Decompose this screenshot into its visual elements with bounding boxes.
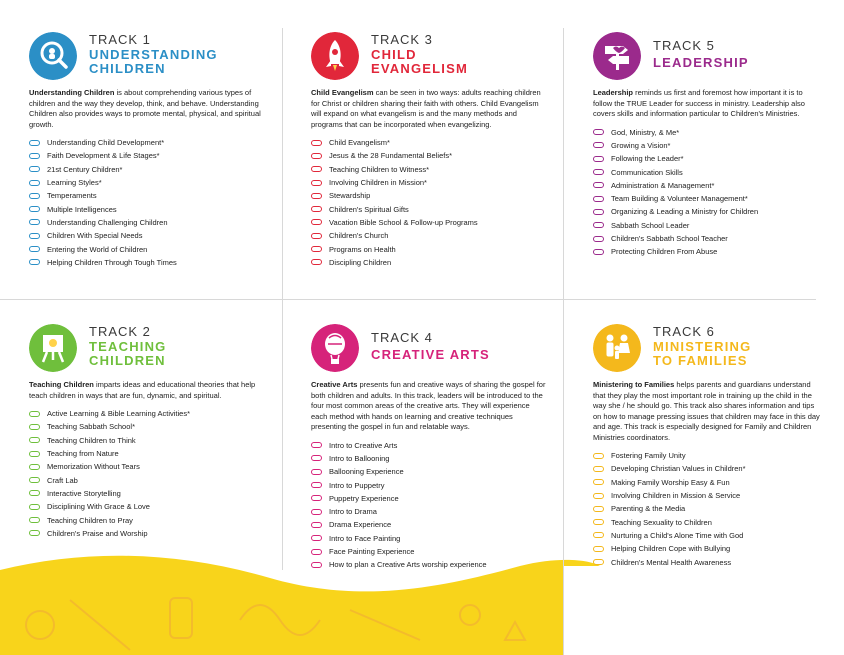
session-item (311, 202, 547, 215)
session-label: Teaching Sexuality to Children (611, 517, 712, 527)
session-label: Learning Styles* (47, 178, 102, 188)
session-label: Developing Christian Values in Children* (611, 464, 746, 474)
session-item (593, 219, 823, 232)
family-icon (593, 324, 641, 372)
session-list (311, 136, 547, 269)
session-item (311, 558, 547, 571)
session-item (29, 242, 269, 255)
signpost-icon (593, 32, 641, 80)
session-label: Children's Praise and Worship (47, 528, 148, 538)
checkbox[interactable] (29, 451, 40, 457)
track-name (89, 48, 218, 76)
description-text: can be seen in two ways: adults reaching children for Christ or children sharing their faith with others. Child Evangelism will expand on what evangelism is and the many methods and programs that can be incorporated when evangelizing. (311, 88, 541, 129)
session-item (311, 149, 547, 162)
description-text: imparts ideas and educational theories that help teach children in ways that are fun, dynamic, and spiritual. (29, 380, 256, 400)
session-item (593, 245, 823, 258)
session-label: Nurturing a Child's Alone Time with God (611, 530, 744, 540)
track-name (89, 340, 167, 368)
session-item (311, 452, 547, 465)
session-item (593, 179, 823, 192)
session-item (29, 136, 269, 149)
session-item (311, 136, 547, 149)
track-name (653, 340, 751, 368)
session-item (311, 478, 547, 491)
checkbox[interactable] (593, 466, 604, 472)
session-label: Interactive Storytelling (47, 488, 121, 498)
track-number: TRACK 6 (653, 324, 715, 339)
session-label: Teaching Sabbath School* (47, 422, 135, 432)
session-label: Memorization Without Tears (47, 462, 140, 472)
session-label: Child Evangelism* (329, 138, 390, 148)
description-bold: Child Evangelism (311, 88, 374, 97)
track-name-line2: CHILDREN (89, 61, 166, 76)
description-bold: Creative Arts (311, 380, 358, 389)
session-label: Intro to Creative Arts (329, 440, 398, 450)
checkbox[interactable] (593, 249, 604, 255)
track-number: TRACK 1 (89, 32, 151, 47)
track-name-line1: CHILD (371, 47, 417, 62)
checkbox[interactable] (29, 411, 40, 417)
rocket-icon (311, 32, 359, 80)
track-description (593, 88, 823, 120)
session-item (29, 500, 269, 513)
session-label: Programs on Health (329, 244, 396, 254)
checkbox[interactable] (29, 424, 40, 430)
checkbox[interactable] (593, 209, 604, 215)
session-label: Parenting & the Media (611, 504, 686, 514)
checkbox[interactable] (311, 549, 322, 555)
track-description (29, 380, 269, 401)
track-5 (593, 32, 823, 258)
track-3 (311, 32, 547, 269)
magnifier-child-icon (29, 32, 77, 80)
session-item (593, 476, 823, 489)
checkbox[interactable] (29, 206, 40, 212)
session-label: Face Painting Experience (329, 547, 415, 557)
checkbox[interactable] (29, 259, 40, 265)
description-bold: Ministering to Families (593, 380, 675, 389)
session-label: Drama Experience (329, 520, 392, 530)
checkbox[interactable] (29, 153, 40, 159)
description-text: presents fun and creative ways of sharing the gospel for both children and adults. In this track, leaders will be introduced to the four most common areas of the creative arts. They will experience each method with hands on learning and creative techniques presenting the gospel in fun and relatable ways. (311, 380, 546, 431)
checkbox[interactable] (593, 453, 604, 459)
checkbox[interactable] (593, 479, 604, 485)
session-item (29, 527, 269, 540)
description-bold: Understanding Children (29, 88, 115, 97)
checkbox[interactable] (29, 437, 40, 443)
session-item (593, 165, 823, 178)
checkbox[interactable] (29, 166, 40, 172)
session-list (593, 126, 823, 259)
checkbox[interactable] (311, 153, 322, 159)
session-item (593, 542, 823, 555)
session-label: Understanding Challenging Children (47, 217, 168, 227)
track-4 (311, 324, 547, 571)
checkbox[interactable] (29, 464, 40, 470)
session-item (311, 216, 547, 229)
checkbox[interactable] (311, 522, 322, 528)
checkbox[interactable] (593, 182, 604, 188)
session-item (29, 447, 269, 460)
session-item (29, 229, 269, 242)
checkbox[interactable] (311, 246, 322, 252)
column-divider-2 (563, 28, 564, 300)
checkbox[interactable] (593, 156, 604, 162)
checkbox[interactable] (311, 562, 322, 568)
session-list (311, 439, 547, 572)
checkbox[interactable] (593, 169, 604, 175)
checkbox[interactable] (311, 535, 322, 541)
session-item (29, 460, 269, 473)
checkbox[interactable] (593, 493, 604, 499)
track-1 (29, 32, 269, 269)
checkbox[interactable] (311, 140, 322, 146)
track-name-line2: CHILDREN (89, 353, 166, 368)
track-description (593, 380, 823, 443)
checkbox[interactable] (29, 477, 40, 483)
session-item (311, 532, 547, 545)
track-name-line1: LEADERSHIP (653, 55, 749, 70)
session-label: Temperaments (47, 191, 97, 201)
track-name-line1: MINISTERING (653, 339, 752, 354)
session-label: Children's Mental Health Awareness (611, 557, 732, 567)
checkbox[interactable] (29, 140, 40, 146)
session-item (311, 492, 547, 505)
checkbox[interactable] (29, 504, 40, 510)
session-item (593, 232, 823, 245)
track-number: TRACK 5 (653, 38, 715, 53)
column-divider-4 (563, 300, 564, 655)
session-list (29, 407, 269, 540)
session-item (593, 126, 823, 139)
session-item (311, 163, 547, 176)
session-item (311, 465, 547, 478)
checkbox[interactable] (593, 236, 604, 242)
track-number: TRACK 4 (371, 330, 433, 345)
checkbox[interactable] (593, 532, 604, 538)
session-label: Teaching Children to Pray (47, 515, 133, 525)
column-divider-1 (282, 28, 283, 300)
checkbox[interactable] (29, 490, 40, 496)
row-divider (0, 299, 816, 300)
session-item (593, 555, 823, 568)
session-label: Intro to Ballooning (329, 453, 390, 463)
track-name-line1: TEACHING (89, 339, 167, 354)
checkbox[interactable] (311, 233, 322, 239)
session-item (311, 189, 547, 202)
description-text: is about comprehending various types of children and the way they develop, think, and behave. Understanding Children also provides ways to promote mental, physical, and spiritual growth. (29, 88, 261, 129)
session-item (311, 545, 547, 558)
session-label: Discipling Children (329, 257, 392, 267)
track-name-line2: TO FAMILIES (653, 353, 748, 368)
checkbox[interactable] (593, 222, 604, 228)
session-label: Children's Church (329, 231, 389, 241)
checkbox[interactable] (593, 546, 604, 552)
session-item (311, 229, 547, 242)
session-item (311, 505, 547, 518)
description-bold: Teaching Children (29, 380, 94, 389)
session-label: Communication Skills (611, 167, 683, 177)
session-item (593, 489, 823, 502)
session-label: Intro to Drama (329, 507, 377, 517)
session-label: Children's Spiritual Gifts (329, 204, 409, 214)
checkbox[interactable] (593, 519, 604, 525)
checkbox[interactable] (593, 142, 604, 148)
track-description (311, 88, 547, 130)
checkbox[interactable] (29, 180, 40, 186)
session-label: Team Building & Volunteer Management* (611, 194, 748, 204)
track-description (29, 88, 269, 130)
session-label: God, Ministry, & Me* (611, 127, 680, 137)
session-item (311, 256, 547, 269)
checkbox[interactable] (29, 517, 40, 523)
track-name-line1: CREATIVE ARTS (371, 347, 490, 362)
session-item (29, 176, 269, 189)
session-item (593, 502, 823, 515)
checkbox[interactable] (29, 530, 40, 536)
session-list (593, 449, 823, 569)
track-name-line1: UNDERSTANDING (89, 47, 218, 62)
track-6 (593, 324, 823, 569)
session-label: Puppetry Experience (329, 493, 399, 503)
session-item (593, 462, 823, 475)
session-label: Active Learning & Bible Learning Activities* (47, 409, 190, 419)
description-text: reminds us first and foremost how important it is to follow the TRUE Leader for success in ministry. Leadership also covers skills and information particular to Children's Ministries. (593, 88, 805, 118)
track-name-line2: EVANGELISM (371, 61, 468, 76)
session-item (29, 473, 269, 486)
session-label: Stewardship (329, 191, 371, 201)
session-item (29, 163, 269, 176)
track-number: TRACK 2 (89, 324, 151, 339)
checkbox[interactable] (311, 442, 322, 448)
session-label: Helping Children Cope with Bullying (611, 544, 731, 554)
checkbox[interactable] (593, 196, 604, 202)
session-label: Children With Special Needs (47, 231, 143, 241)
session-label: 21st Century Children* (47, 164, 123, 174)
checkbox[interactable] (29, 246, 40, 252)
session-label: Vacation Bible School & Follow-up Programs (329, 217, 478, 227)
session-label: Organizing & Leading a Ministry for Children (611, 207, 759, 217)
balloon-icon (311, 324, 359, 372)
checkbox[interactable] (593, 506, 604, 512)
session-list (29, 136, 269, 269)
track-name (653, 56, 749, 70)
session-item (593, 192, 823, 205)
checkbox[interactable] (311, 509, 322, 515)
session-label: Sabbath School Leader (611, 220, 690, 230)
checkbox[interactable] (29, 193, 40, 199)
description-text: helps parents and guardians understand that they play the most important role in training up the child in the way she / he should go. This track also shares information and tips on how to manage pressing issues that children may face in this day and age. This track is especially designed for Family and Children Ministries coordinators. (593, 380, 820, 442)
session-item (29, 513, 269, 526)
session-label: How to plan a Creative Arts worship experience (329, 560, 487, 570)
session-label: Intro to Puppetry (329, 480, 385, 490)
checkbox[interactable] (311, 469, 322, 475)
session-label: Growing a Vision* (611, 140, 671, 150)
session-label: Teaching Children to Witness* (329, 164, 430, 174)
checkbox[interactable] (311, 193, 322, 199)
session-label: Intro to Face Painting (329, 533, 401, 543)
session-item (311, 439, 547, 452)
session-label: Children's Sabbath School Teacher (611, 234, 728, 244)
checkbox[interactable] (311, 166, 322, 172)
track-2 (29, 324, 269, 540)
session-item (29, 149, 269, 162)
session-label: Protecting Children From Abuse (611, 247, 718, 257)
session-label: Jesus & the 28 Fundamental Beliefs* (329, 151, 452, 161)
description-bold: Leadership (593, 88, 634, 97)
session-item (29, 202, 269, 215)
checkbox[interactable] (29, 219, 40, 225)
session-item (311, 176, 547, 189)
session-item (593, 139, 823, 152)
session-label: Involving Children in Mission* (329, 178, 427, 188)
track-description (311, 380, 547, 433)
session-item (593, 515, 823, 528)
session-item (593, 449, 823, 462)
session-label: Faith Development & Life Stages* (47, 151, 160, 161)
easel-icon (29, 324, 77, 372)
track-name (371, 48, 468, 76)
session-label: Disciplining With Grace & Love (47, 502, 150, 512)
session-item (29, 189, 269, 202)
track-name (371, 348, 490, 362)
checkbox[interactable] (593, 559, 604, 565)
session-label: Multiple Intelligences (47, 204, 117, 214)
session-item (29, 256, 269, 269)
session-label: Administration & Management* (611, 180, 715, 190)
session-item (593, 205, 823, 218)
session-item (311, 242, 547, 255)
session-item (29, 407, 269, 420)
session-label: Understanding Child Development* (47, 138, 165, 148)
session-item (29, 487, 269, 500)
checkbox[interactable] (593, 129, 604, 135)
session-label: Involving Children in Mission & Service (611, 491, 741, 501)
checkbox[interactable] (311, 259, 322, 265)
session-label: Teaching from Nature (47, 449, 119, 459)
checkbox[interactable] (311, 455, 322, 461)
session-label: Following the Leader* (611, 154, 684, 164)
session-label: Helping Children Through Tough Times (47, 257, 177, 267)
session-item (29, 216, 269, 229)
checkbox[interactable] (311, 482, 322, 488)
session-label: Ballooning Experience (329, 467, 404, 477)
session-label: Making Family Worship Easy & Fun (611, 477, 730, 487)
track-number: TRACK 3 (371, 32, 433, 47)
session-item (29, 420, 269, 433)
session-item (593, 152, 823, 165)
checkbox[interactable] (29, 233, 40, 239)
checkbox[interactable] (311, 219, 322, 225)
checkbox[interactable] (311, 180, 322, 186)
checkbox[interactable] (311, 206, 322, 212)
checkbox[interactable] (311, 495, 322, 501)
column-divider-3 (282, 300, 283, 570)
session-label: Craft Lab (47, 475, 78, 485)
session-label: Fostering Family Unity (611, 451, 686, 461)
session-item (29, 434, 269, 447)
session-item (311, 518, 547, 531)
session-label: Entering the World of Children (47, 244, 148, 254)
session-item (593, 529, 823, 542)
session-label: Teaching Children to Think (47, 435, 136, 445)
